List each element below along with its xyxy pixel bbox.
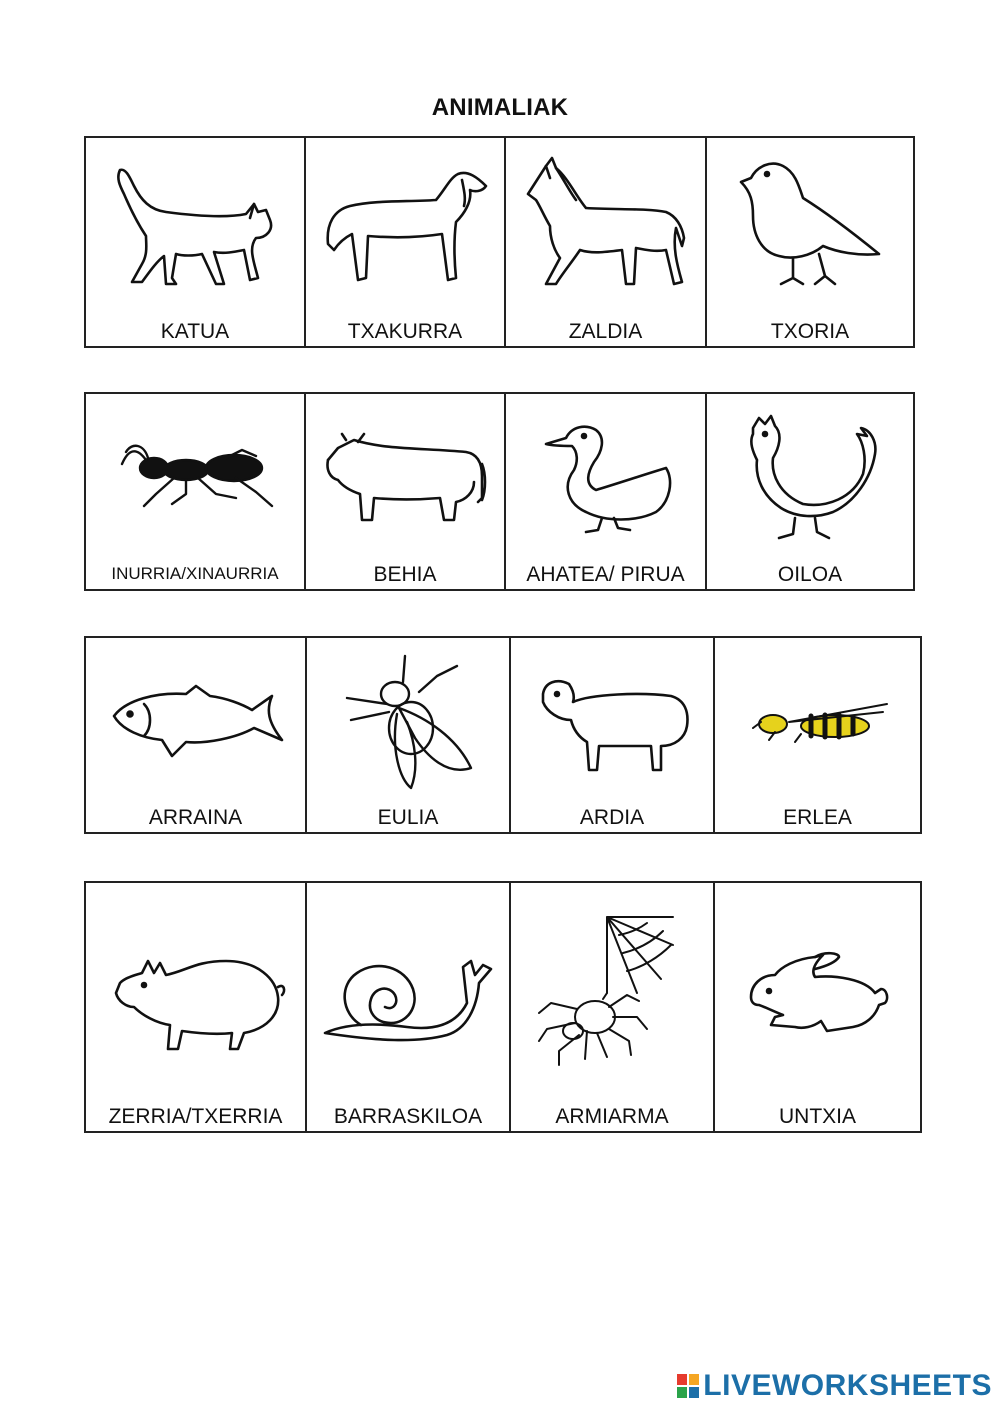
animal-row-3 (84, 636, 922, 834)
cow-icon (306, 394, 504, 554)
animal-label: AHATEA/ PIRUA (526, 563, 685, 586)
fly-icon (307, 638, 508, 798)
animal-card-spider (511, 883, 715, 1131)
bee-icon (715, 638, 917, 798)
animal-card-ant (86, 394, 306, 589)
spider-icon (511, 883, 712, 1093)
animal-card-fly (307, 638, 511, 832)
animal-label: ERLEA (783, 806, 852, 829)
animal-card-cow (306, 394, 506, 589)
animal-card-bird (707, 138, 913, 346)
animal-card-snail (307, 883, 511, 1131)
animal-label: BEHIA (373, 563, 437, 586)
rabbit-icon (715, 883, 917, 1093)
logo-badge-icon (676, 1373, 700, 1399)
animal-row-2 (84, 392, 915, 591)
liveworksheets-logo (676, 1369, 992, 1403)
animal-label: OILOA (777, 563, 843, 586)
animal-label: INURRIA/XINAURRIA (111, 564, 279, 583)
logo-text: LIVEWORKSHEETS (703, 1369, 992, 1402)
animal-card-rabbit (715, 883, 920, 1131)
animal-label: ARDIA (579, 806, 645, 829)
animal-label: UNTXIA (778, 1105, 856, 1128)
bird-icon (707, 138, 911, 318)
animal-label: TXAKURRA (347, 320, 463, 343)
animal-card-horse (506, 138, 707, 346)
sheep-icon (511, 638, 712, 798)
duck-icon (506, 394, 705, 554)
animal-card-sheep (511, 638, 715, 832)
animal-row-1 (84, 136, 915, 348)
animal-label: ZALDIA (568, 320, 643, 343)
animal-card-fish (86, 638, 307, 832)
animal-card-hen (707, 394, 913, 589)
ant-icon (86, 394, 304, 554)
animal-row-4 (84, 881, 922, 1133)
animal-label: EULIA (377, 806, 439, 829)
animal-label: BARRASKILOA (333, 1105, 483, 1128)
animal-card-bee (715, 638, 920, 832)
animal-label: KATUA (160, 320, 230, 343)
animal-card-cat (86, 138, 306, 346)
dog-icon (306, 138, 504, 318)
animal-card-dog (306, 138, 506, 346)
pig-icon (86, 883, 304, 1093)
animal-label: ZERRIA/TXERRIA (108, 1105, 283, 1128)
horse-icon (506, 138, 705, 318)
fish-icon (86, 638, 304, 798)
animal-label: ARRAINA (148, 806, 243, 829)
animal-card-pig (86, 883, 307, 1131)
cat-icon (86, 138, 304, 318)
animal-label: TXORIA (770, 320, 850, 343)
animal-label: ARMIARMA (555, 1105, 669, 1128)
snail-icon (307, 883, 508, 1093)
animal-card-duck (506, 394, 707, 589)
page-title: ANIMALIAK (431, 94, 569, 121)
hen-icon (707, 394, 911, 554)
